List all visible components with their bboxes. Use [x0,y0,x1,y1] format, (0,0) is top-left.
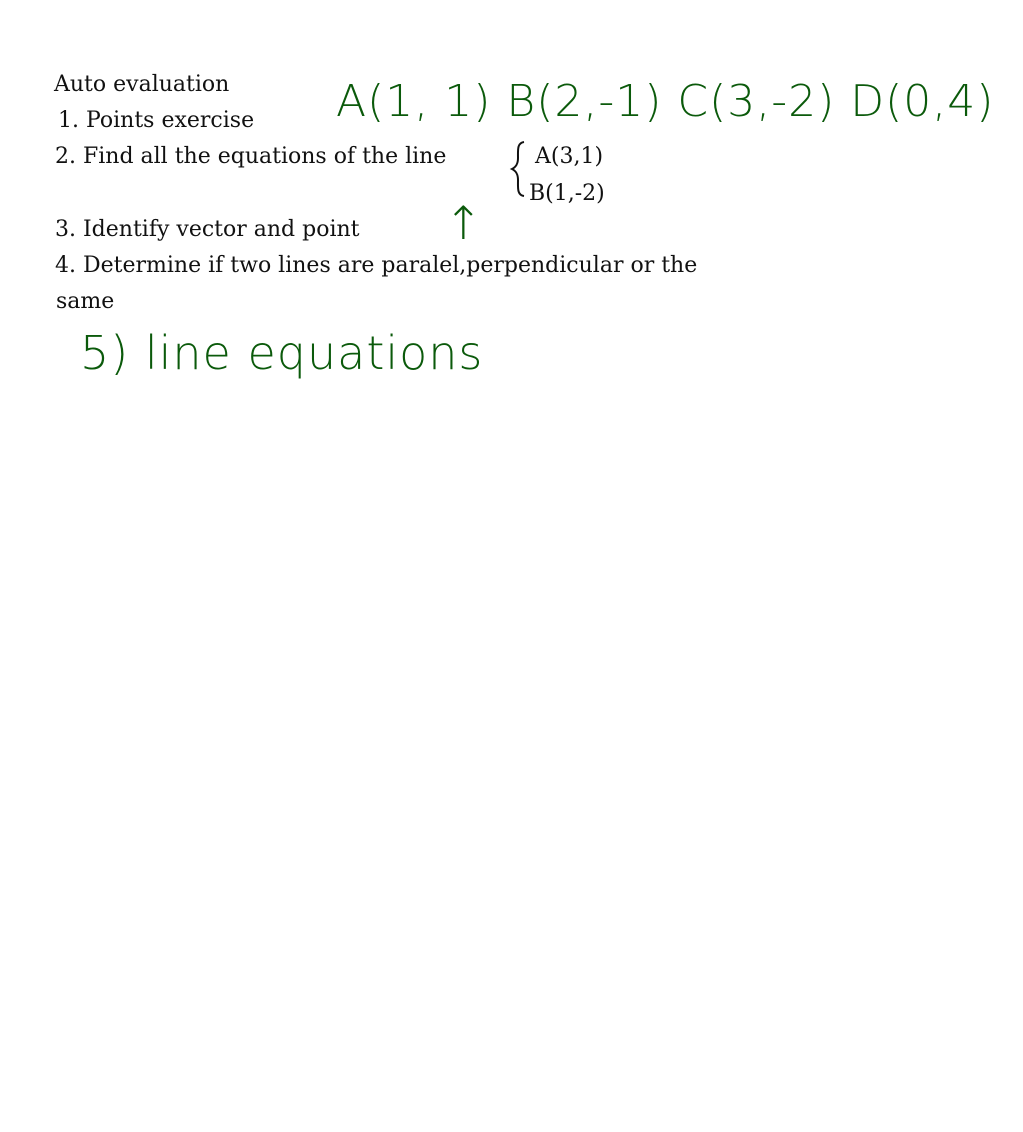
item-determine-lines: 4. Determine if two lines are paralel,perpendicular or the [55,253,698,278]
item-identify-vector: 3. Identify vector and point [55,217,360,242]
system-brace [510,140,534,200]
item-find-equations: 2. Find all the equations of the line [55,144,447,169]
item-points-exercise: 1. Points exercise [58,108,255,133]
handwritten-item-5: 5) line equations [80,326,484,380]
item-determine-lines-cont: same [56,289,115,314]
system-line-2: B(1,-2) [529,181,605,206]
page-title: Auto evaluation [54,72,230,97]
system-line-1: A(3,1) [535,144,604,169]
handwritten-arrow: ↑ [444,196,484,250]
handwritten-points: A(1, 1) B(2,-1) C(3,-2) D(0,4) [336,76,995,127]
